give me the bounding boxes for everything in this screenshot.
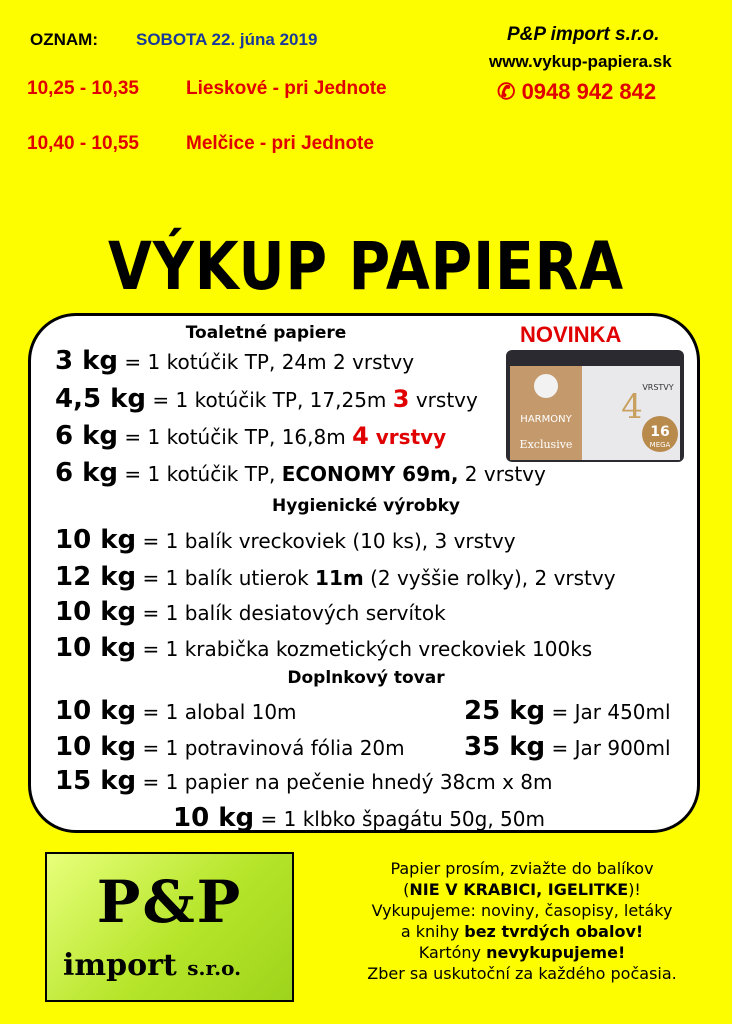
product-image: [506, 346, 684, 464]
schedule-place-1: Lieskové - pri Jednote: [186, 78, 387, 99]
price-row: 12 kg = 1 balík utierok 11m (2 vyššie rolky), 2 vrstvy: [55, 562, 616, 592]
price-row: 10 kg = 1 krabička kozmetických vreckoviek 100ks: [55, 633, 593, 663]
product-count-badge: 16: [650, 424, 670, 440]
price-row: 35 kg = Jar 900ml: [464, 732, 671, 762]
schedule-time-1: 10,25 - 10,35: [27, 78, 139, 99]
price-row: 10 kg = 1 balík vreckoviek (10 ks), 3 vrstvy: [55, 525, 516, 555]
note-line: Papier prosím, zviažte do balíkov: [390, 859, 654, 878]
product-layers-label: VRSTVY: [642, 383, 674, 392]
note-line: a knihy bez tvrdých obalov!: [400, 922, 644, 941]
note-line: Vykupujeme: noviny, časopisy, letáky: [371, 901, 673, 920]
schedule-time-2: 10,40 - 10,55: [27, 133, 139, 154]
logo-sub-text: import s.r.o.: [63, 948, 242, 983]
note-line: (NIE V KRABICI, IGELITKE)!: [403, 880, 641, 899]
product-layers-number: 4: [621, 387, 643, 427]
product-badge-sub: MEGA: [649, 441, 671, 449]
section-hygiene: Hygienické výrobky: [272, 496, 460, 516]
price-row: 4,5 kg = 1 kotúčik TP, 17,25m 3 vrstvy: [55, 384, 478, 414]
logo-main-text: P&P: [96, 868, 243, 936]
price-row: 15 kg = 1 papier na pečenie hnedý 38cm x 8m: [55, 766, 553, 796]
price-row: 10 kg = 1 potravinová fólia 20m: [55, 732, 405, 762]
event-date: SOBOTA 22. júna 2019: [136, 30, 318, 49]
price-row: 3 kg = 1 kotúčik TP, 24m 2 vrstvy: [55, 346, 415, 376]
product-line: Exclusive: [519, 438, 573, 451]
product-brand: HARMONY: [520, 414, 572, 425]
phone-icon: ✆: [497, 79, 516, 104]
new-badge: NOVINKA: [520, 322, 622, 347]
company-logo: [45, 852, 294, 1002]
section-toilet-paper: Toaletné papiere: [185, 323, 347, 343]
website-link[interactable]: www.vykup-papiera.sk: [489, 52, 672, 71]
section-extra-goods: Doplnkový tovar: [287, 668, 445, 688]
note-line: Kartóny nevykupujeme!: [418, 943, 626, 962]
price-row: 10 kg = 1 balík desiatových servítok: [55, 597, 446, 627]
collection-notes: [318, 858, 726, 984]
company-name: P&P import s.r.o.: [507, 24, 660, 45]
phone-number[interactable]: ✆ 0948 942 842: [497, 79, 657, 104]
schedule-place-2: Melčice - pri Jednote: [186, 133, 374, 154]
announcement-label: OZNAM:: [30, 30, 98, 49]
page-title: VÝKUP PAPIERA: [107, 228, 625, 305]
note-line: Zber sa uskutoční za každého počasia.: [367, 964, 677, 983]
price-row: 10 kg = 1 alobal 10m: [55, 696, 297, 726]
price-row: 10 kg = 1 klbko špagátu 50g, 50m: [173, 803, 545, 833]
price-row: 6 kg = 1 kotúčik TP, ECONOMY 69m, 2 vrstvy: [55, 458, 546, 488]
price-row: 6 kg = 1 kotúčik TP, 16,8m 4 vrstvy: [55, 421, 447, 451]
price-row: 25 kg = Jar 450ml: [464, 696, 671, 726]
